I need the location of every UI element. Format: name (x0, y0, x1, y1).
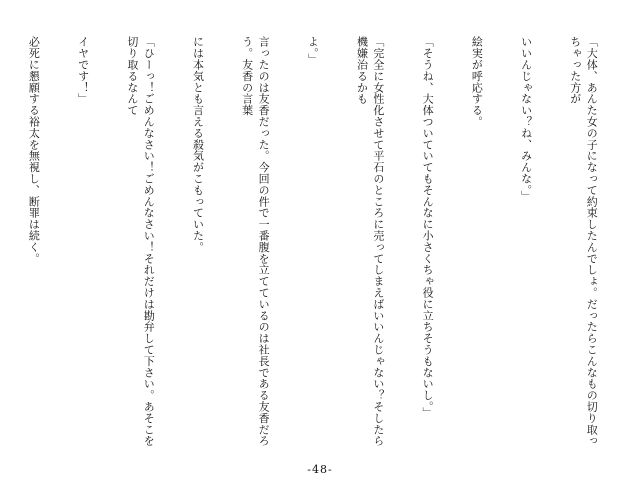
text-column: 「完全に女性化させて平石のところに売ってしまえばいいんじゃない？そしたら機嫌治るかも (355, 36, 385, 447)
text-column: 絵実が呼応する。 (470, 36, 484, 128)
text-column: 「大体、あんた女の子になって約束したんでしょ。だったらこんなもの切り取っちゃった方が (568, 36, 599, 447)
text-column: よ。」 (306, 36, 320, 65)
text-column: いいんじゃない？ね、みんな。」 (519, 36, 533, 202)
text-column: 「そうね、大体ついていてもそんなに小さくちゃ役に立ちそうもないし。」 (421, 36, 435, 419)
vertical-text-body (12, 36, 632, 456)
text-column: 「ひーっ！ごめんなさい！ごめんなさい！それだけは勘弁して下さい。あそこを切り取るなんて (125, 36, 156, 447)
text-column: 言ったのは友香だった。今回の件で一番腹を立てているのは社長である友香だろう。友香の言葉 (240, 36, 271, 447)
text-column: イヤです！」 (76, 36, 90, 105)
text-column: 必死に懇願する裕太を無視し、断罪は続く。 (27, 36, 41, 264)
text-column: には本気とも言える殺気がこもっていた。 (191, 36, 205, 253)
page-number: -48- (307, 463, 333, 476)
